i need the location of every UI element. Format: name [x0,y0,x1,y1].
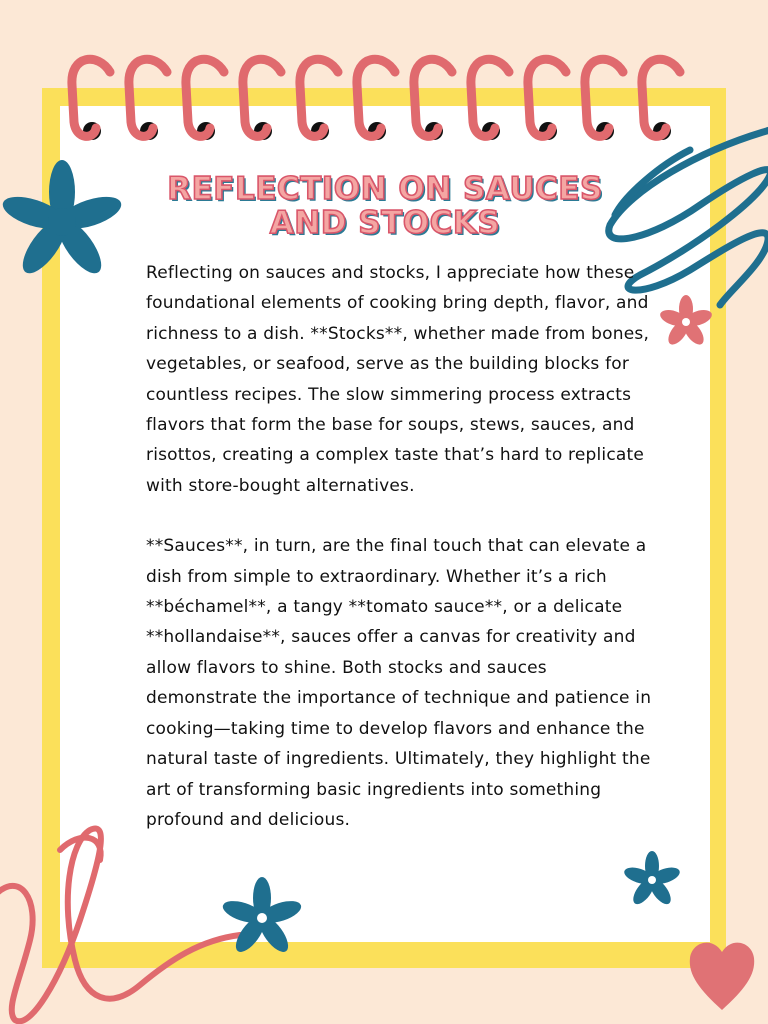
paragraph-sauces: **Sauces**, in turn, are the final touch that can elevate a dish from simple to extraordinary. Whether it’s a rich **béchamel**, a tangy **tomato sauce**, or a delicate **hollandaise**, sauces offer a canvas for creativity and allow flavors to shine. Both stocks and sauces demonstrate the importance of technique and patience in cooking—taking time to develop flavors and enhance the natural taste of ingredients. Ultimately, they highlight the art of transforming basic ingredients into something profound and delicious. [146,536,652,830]
page-title: REFLECTION ON SAUCES AND STOCKS [167,171,603,241]
paragraph-stocks: Reflecting on sauces and stocks, I appreciate how these foundational elements of cooking bring depth, flavor, and richness to a dish. **Stocks**, whether made from bones, vegetables, or seafood, serve as the building blocks for countless recipes. The slow simmering process extracts flavors that form the base for soups, stews, sauces, and risottos, creating a complex taste that’s hard to replicate with store-bought alternatives. [146,263,650,496]
body-text [146,258,658,835]
